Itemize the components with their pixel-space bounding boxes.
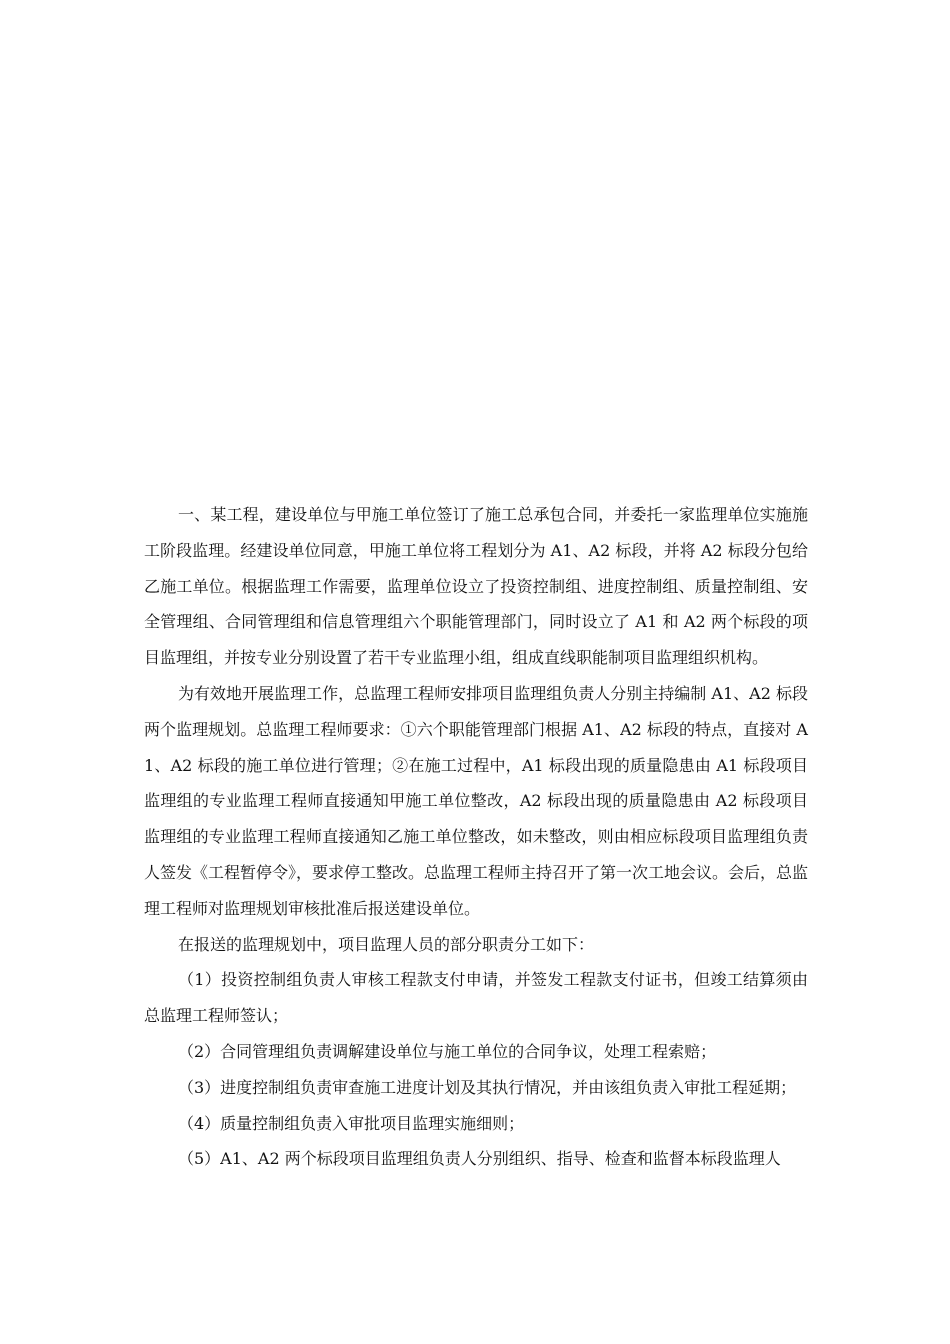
- paragraph-duty-intro: 在报送的监理规划中，项目监理人员的部分职责分工如下：: [178, 934, 595, 954]
- list-item-duty-2: （2）合同管理组负责调解建设单位与施工单位的合同争议，处理工程索赔；: [178, 1041, 717, 1061]
- list-item-duty-4: （4）质量控制组负责入审批项目监理实施细则；: [178, 1113, 525, 1133]
- list-item-duty-5: （5）A1、A2 两个标段项目监理组负责人分别组织、指导、检查和监督本标段监理人: [178, 1149, 781, 1169]
- paragraph-case-background: 一、某工程，建设单位与甲施工单位签订了施工总承包合同，并委托一家监理单位实施施工阶段监理。经建设单位同意，甲施工单位将工程划分为 A1、A2 标段，并将 A2 标段分包给乙施工单位。根据监理工作需要，监理单位设立了投资控制组、进度控制组、质量控制组、安全管理组、合同管理组和信息管理组六个职能管理部门，同时设立了 A1 和 A2 两个标段的项目监理组，并按专业分别设置了若干专业监理小组，组成直线职能制项目监理组织机构。: [144, 505, 808, 668]
- list-item-duty-3: （3）进度控制组负责审查施工进度计划及其执行情况，并由该组负责入审批工程延期；: [178, 1077, 797, 1097]
- document-body: [144, 497, 808, 1177]
- paragraph-director-requirements: 为有效地开展监理工作，总监理工程师安排项目监理组负责人分别主持编制 A1、A2 标段两个监理规划。总监理工程师要求：①六个职能管理部门根据 A1、A2 标段的特点，直接对 A1、A2 标段的施工单位进行管理；②在施工过程中，A1 标段出现的质量隐患由 A1 标段项目监理组的专业监理工程师直接通知甲施工单位整改，A2 标段出现的质量隐患由 A2 标段项目监理组的专业监理工程师直接通知乙施工单位整改，如未整改，则由相应标段项目监理组负责人签发《工程暂停令》，要求停工整改。总监理工程师主持召开了第一次工地会议。会后，总监理工程师对监理规划审核批准后报送建设单位。: [144, 683, 809, 918]
- list-item-duty-1: （1）投资控制组负责人审核工程款支付申请，并签发工程款支付证书，但竣工结算须由总监理工程师签认；: [144, 970, 808, 1026]
